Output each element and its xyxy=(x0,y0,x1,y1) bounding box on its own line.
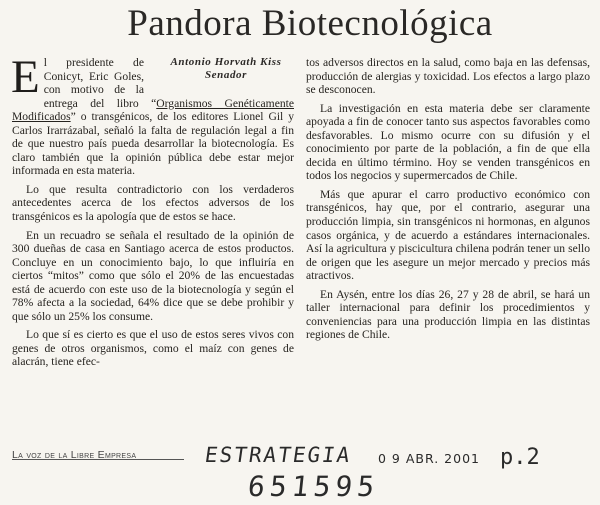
handwritten-page: p.2 xyxy=(500,445,540,470)
paragraph: En Aysén, entre los días 26, 27 y 28 de abril, se hará un taller internacional para definir los procedimientos y conveniencias para una producción limpia en las distintas regiones de Chile. xyxy=(306,287,590,342)
article-title: Pandora Biotecnológica xyxy=(127,3,493,44)
left-column xyxy=(11,51,294,374)
book-title: Organismos Genéticamente Modificados xyxy=(12,96,294,124)
paragraph: Más que apurar el carro productivo económico con transgénicos, hay que, por el contrario, asegurar una producción limpia, sin transgénicos ni hormonas, en algunos casos orgánica, y de acuerdo a estándares internacionales. Así la agricultura y piscicultura chilena podrán tener un sello de origen que les asegure un mejor mercado y precios más atractivos. xyxy=(306,187,590,283)
lead-text-1: l presidente de Conicyt, Eric Goles, con motivo de la entrega del libro “ xyxy=(43,56,157,110)
paragraph: Lo que resulta contradictorio con los verdaderos antecedentes acerca de los efectos adversos de los transgénicos es la apología que de estos se hace. xyxy=(12,182,294,224)
right-column xyxy=(306,56,590,347)
drop-cap: E xyxy=(11,51,40,103)
byline-role: Senador xyxy=(204,69,248,81)
handwritten-archive-number: 651595 xyxy=(246,470,381,503)
lead-text-2: ” o transgénicos, de los editores Lionel Gil y Carlos Irarrázabal, señaló la falta de regulación legal a fin de que nuestro país pueda desarrollar la biotecnología. Es claro también que la opinión pública debe estar mejor informada en esta materia. xyxy=(12,110,294,178)
byline-author: Antonio Horvath Kiss xyxy=(170,56,282,68)
newspaper-footer: La voz de la Libre Empresa xyxy=(12,449,137,461)
byline xyxy=(150,56,302,82)
paragraph: En un recuadro se señala el resultado de la opinión de 300 dueñas de casa en Santiago acerca de estos productos. Concluye en un conocimiento bajo, lo que influiría en ciertos “mitos” como que sólo el 20% de las encuestadas está de acuerdo con este uso de la biotecnología y según el 78% afecta a la sociedad, 64% dice que se debe prohibir y que sólo un 25% los consume. xyxy=(12,228,294,323)
paragraph: Lo que sí es cierto es que el uso de estos seres vivos con genes de otros organismos, como el maíz con genes de alacrán, tiene efec- xyxy=(12,328,294,369)
date-stamp: 0 9 ABR. 2001 xyxy=(378,451,480,466)
paragraph: La investigación en esta materia debe ser claramente apoyada a fin de conocer tanto sus aspectos favorables como desfavorables. Lo mismo ocurre con su difusión y el conocimiento por parte de la población, a fin de que ella decida en último término. Hoy se venden transgénicos en todos los negocios y supermercados de Chile. xyxy=(306,101,590,183)
paragraph: tos adversos directos en la salud, como baja en las defensas, producción de alergias y toxicidad. Los efectos a largo plazo se desconocen. xyxy=(306,56,590,97)
footer-divider xyxy=(12,459,184,460)
handwritten-source: ESTRATEGIA xyxy=(203,443,354,467)
